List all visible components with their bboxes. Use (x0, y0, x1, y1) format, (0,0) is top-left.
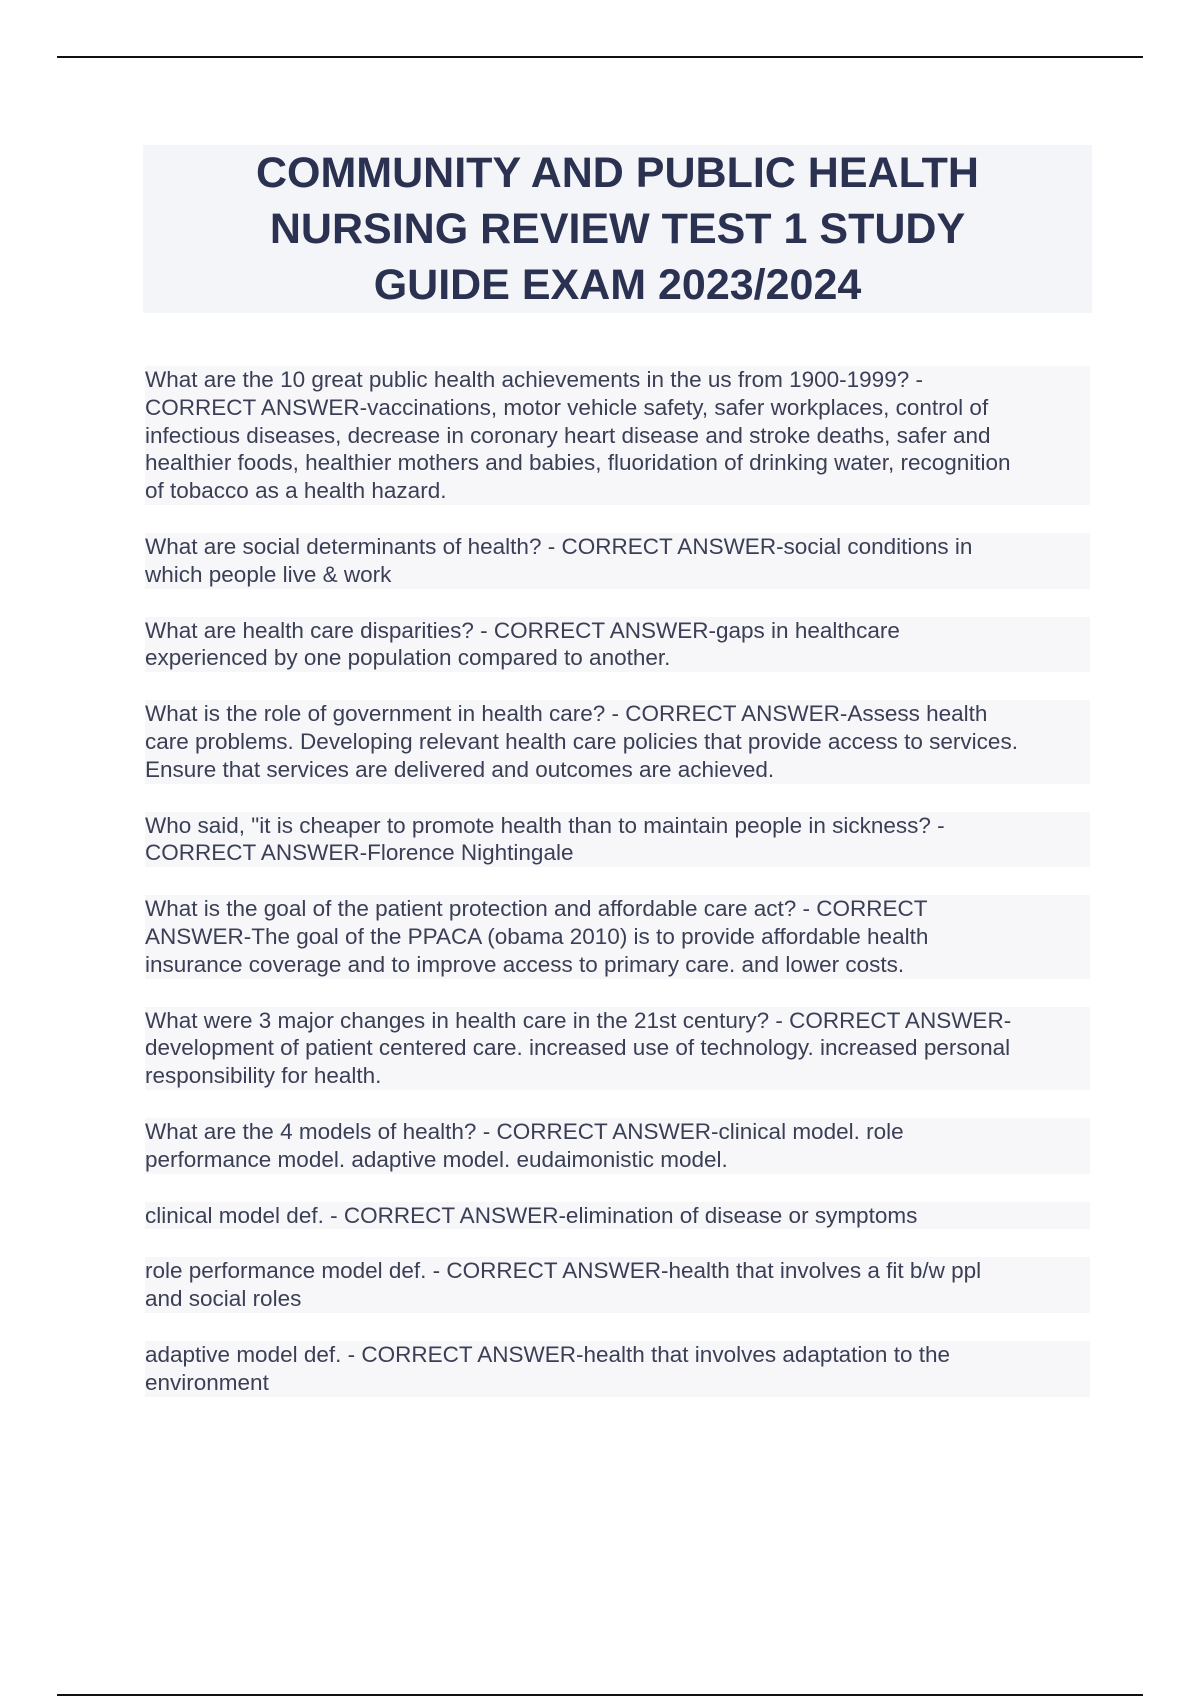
qa-line: CORRECT ANSWER-Florence Nightingale (145, 839, 1090, 867)
qa-line: Who said, "it is cheaper to promote health than to maintain people in sickness? - (145, 812, 1090, 840)
qa-line: What is the goal of the patient protection and affordable care act? - CORRECT (145, 895, 1090, 923)
qa-line: clinical model def. - CORRECT ANSWER-elimination of disease or symptoms (145, 1202, 1090, 1230)
qa-line: environment (145, 1369, 1090, 1397)
qa-line: role performance model def. - CORRECT ANSWER-health that involves a fit b/w ppl (145, 1257, 1090, 1285)
qa-item (145, 617, 1090, 673)
bottom-rule (57, 1694, 1143, 1696)
qa-item (145, 1118, 1090, 1174)
top-rule (57, 56, 1143, 58)
qa-line: experienced by one population compared to another. (145, 644, 1090, 672)
qa-line: which people live & work (145, 561, 1090, 589)
qa-line: of tobacco as a health hazard. (145, 477, 1090, 505)
qa-line: care problems. Developing relevant health care policies that provide access to services. (145, 728, 1090, 756)
qa-line: adaptive model def. - CORRECT ANSWER-health that involves adaptation to the (145, 1341, 1090, 1369)
qa-line: What are the 4 models of health? - CORRECT ANSWER-clinical model. role (145, 1118, 1090, 1146)
qa-line: infectious diseases, decrease in coronary heart disease and stroke deaths, safer and (145, 422, 1090, 450)
title-line: GUIDE EXAM 2023/2024 (373, 261, 862, 309)
title-line: NURSING REVIEW TEST 1 STUDY (269, 205, 966, 253)
qa-line: development of patient centered care. increased use of technology. increased personal (145, 1034, 1090, 1062)
qa-line: healthier foods, healthier mothers and babies, fluoridation of drinking water, recognition (145, 449, 1090, 477)
qa-item (145, 366, 1090, 505)
qa-item (145, 533, 1090, 589)
qa-line: insurance coverage and to improve access to primary care. and lower costs. (145, 951, 1090, 979)
qa-line: What are health care disparities? - CORRECT ANSWER-gaps in healthcare (145, 617, 1090, 645)
qa-item (145, 700, 1090, 783)
qa-item (145, 812, 1090, 868)
qa-item (145, 1341, 1090, 1397)
qa-line: and social roles (145, 1285, 1090, 1313)
qa-line: Ensure that services are delivered and outcomes are achieved. (145, 756, 1090, 784)
qa-item (145, 895, 1090, 978)
qa-line: CORRECT ANSWER-vaccinations, motor vehicle safety, safer workplaces, control of (145, 394, 1090, 422)
qa-line: What were 3 major changes in health care in the 21st century? - CORRECT ANSWER- (145, 1007, 1090, 1035)
qa-line: ANSWER-The goal of the PPACA (obama 2010) is to provide affordable health (145, 923, 1090, 951)
title-banner (143, 145, 1092, 313)
qa-line: performance model. adaptive model. eudaimonistic model. (145, 1146, 1090, 1174)
qa-list (145, 366, 1090, 1425)
qa-line: What are social determinants of health? - CORRECT ANSWER-social conditions in (145, 533, 1090, 561)
qa-line: responsibility for health. (145, 1062, 1090, 1090)
qa-item (145, 1202, 1090, 1230)
qa-line: What are the 10 great public health achievements in the us from 1900-1999? - (145, 366, 1090, 394)
title-line: COMMUNITY AND PUBLIC HEALTH (255, 149, 979, 197)
qa-item (145, 1007, 1090, 1090)
qa-line: What is the role of government in health care? - CORRECT ANSWER-Assess health (145, 700, 1090, 728)
qa-item (145, 1257, 1090, 1313)
